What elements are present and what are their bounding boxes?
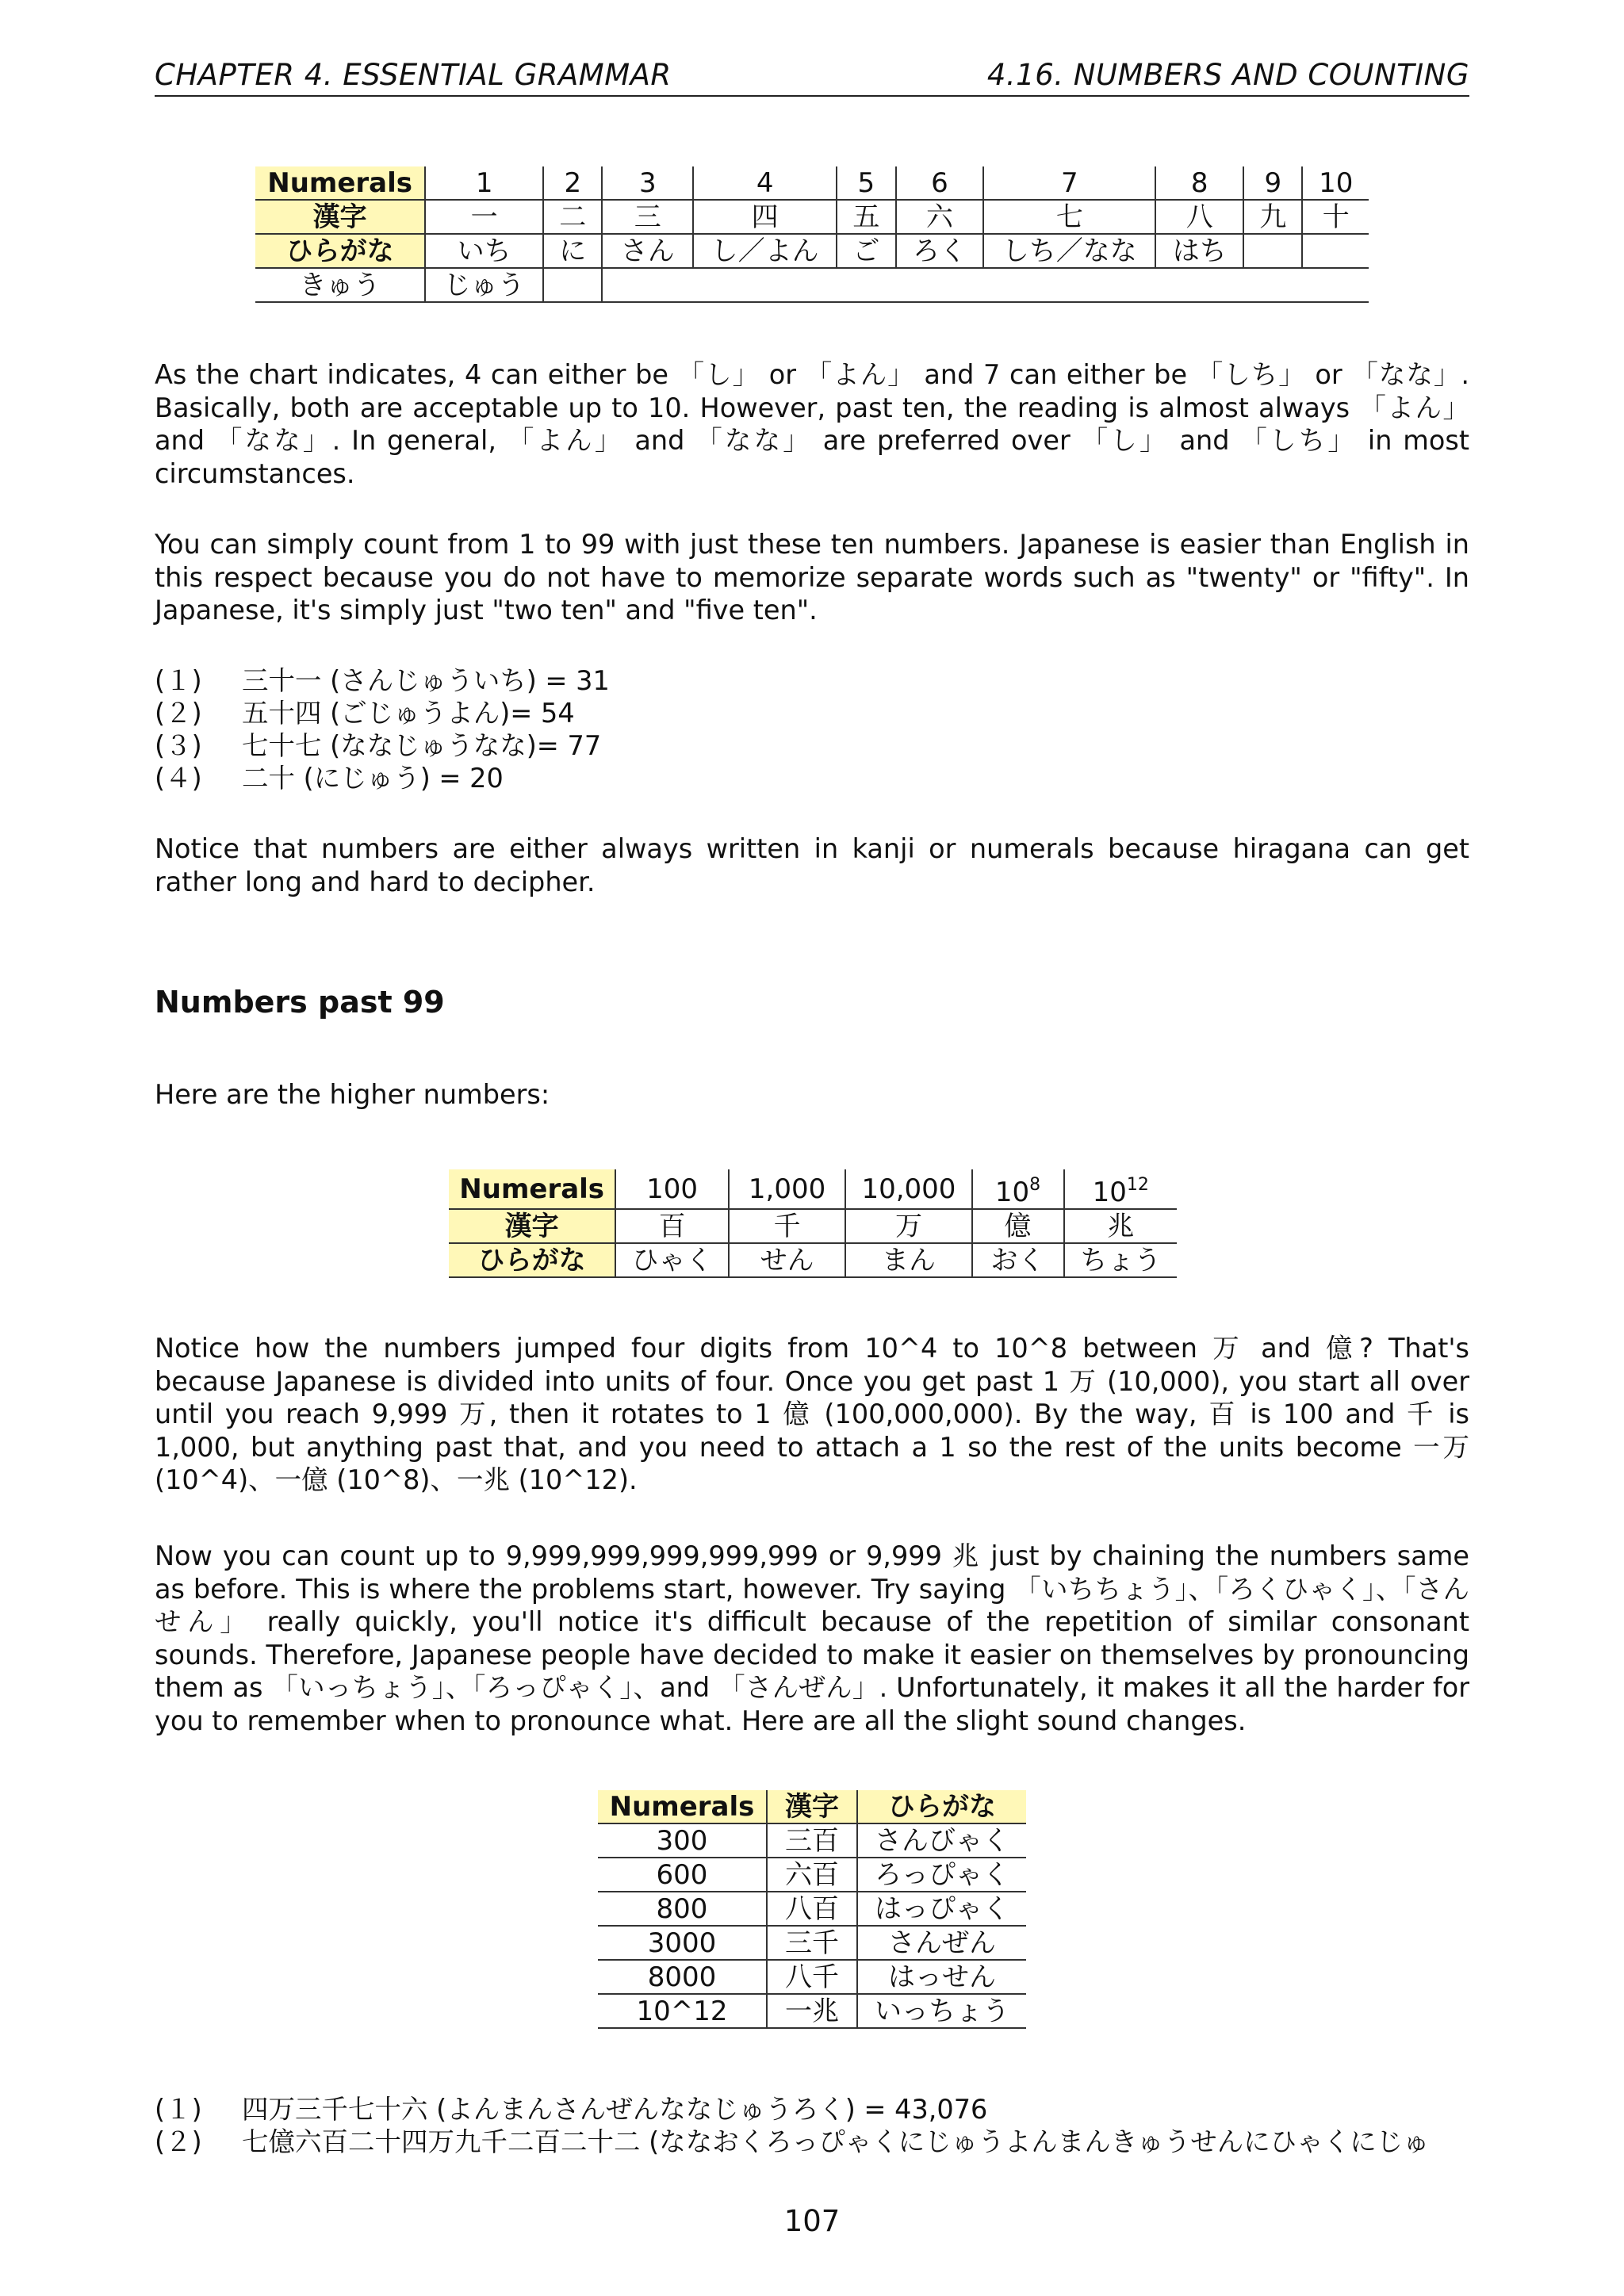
table-cell: 一 <box>425 200 543 234</box>
table-cell: 10^12 <box>598 1994 767 2028</box>
table-cell: 三百 <box>767 1823 857 1858</box>
table-cell: 4 <box>693 166 837 200</box>
table-cell: 10 <box>1302 166 1369 200</box>
table-cell: 100 <box>615 1169 729 1209</box>
table-header-cell: Numerals <box>449 1169 615 1209</box>
table-row <box>255 234 1369 268</box>
table-header-cell: ひらがな <box>857 1790 1026 1823</box>
example-text: 七十七 (ななじゅうなな)= 77 <box>242 730 602 761</box>
table-row <box>449 1243 1177 1277</box>
table-cell <box>1243 234 1302 268</box>
table-cell: はっせん <box>857 1960 1026 1994</box>
example-text: 五十四 (ごじゅうよん)= 54 <box>242 698 575 729</box>
table-cell: 8 <box>1155 166 1243 200</box>
table-cell: せん <box>729 1243 845 1277</box>
table-cell: ちょう <box>1064 1243 1178 1277</box>
table-cell: 一兆 <box>767 1994 857 2028</box>
table-cell: しち／なな <box>983 234 1155 268</box>
example-number: (３) <box>155 730 202 761</box>
table-cell: 9 <box>1243 166 1302 200</box>
table-row <box>598 1926 1026 1960</box>
table-cell: おく <box>972 1243 1064 1277</box>
table-cell: 五 <box>837 200 895 234</box>
table-cell: 6 <box>896 166 984 200</box>
table-cell: さんぜん <box>857 1926 1026 1960</box>
paragraph-intro-higher: Here are the higher numbers: <box>155 1079 550 1110</box>
table-cell: 3000 <box>598 1926 767 1960</box>
table-cell: 兆 <box>1064 1209 1178 1243</box>
table-cell: ろっぴゃく <box>857 1858 1026 1892</box>
example-item <box>155 729 1503 763</box>
table-cell: 百 <box>615 1209 729 1243</box>
table-cell: はち <box>1155 234 1243 268</box>
base-ten: 10 <box>1092 1177 1127 1208</box>
table-row <box>598 1823 1026 1858</box>
table-row <box>598 1790 1026 1823</box>
table-row <box>598 1994 1026 2028</box>
table-cell: 十 <box>1302 200 1369 234</box>
table-cell: 六 <box>896 200 984 234</box>
example-text: 四万三千七十六 (よんまんさんぜんななじゅうろく) = 43,076 <box>242 2094 988 2125</box>
chapter-title: CHAPTER 4. ESSENTIAL GRAMMAR <box>155 58 672 92</box>
table-cell: 600 <box>598 1858 767 1892</box>
section-title: Numbers past 99 <box>155 985 445 1020</box>
table-cell: いち <box>425 234 543 268</box>
example-item <box>155 664 1503 698</box>
table-row <box>255 268 1369 302</box>
table-cell: 3 <box>602 166 693 200</box>
paragraph-units-of-four: Notice how the numbers jumped four digits from 10^4 to 10^8 between 万 and 億? That's because Japanese is divided into units of four. Once you get past 1 万 (10,000), you start all over until you reach 9,999 万, then it rotates to 1 億 (100,000,000). By the way, 百 is 100 and 千 is 1,000, but anything past that, and you need to attach a 1 so the rest of the units become 一万 (10^4)、一億 (10^8)、一兆 (10^12). <box>155 1333 1469 1495</box>
table-cell: まん <box>845 1243 971 1277</box>
exponent: 8 <box>1029 1175 1041 1195</box>
numerals-table-higher <box>449 1169 1177 1278</box>
running-header <box>155 49 1469 97</box>
paragraph-readings: As the chart indicates, 4 can either be 「し」 or 「よん」 and 7 can either be 「しち」 or 「なな」. Basically, both are acceptable up to 10. However, past ten, the reading is almost always 「よん」 and 「なな」. In general, 「よん」 and 「なな」 are preferred over 「し」 and 「しち」 in most circumstances. <box>155 359 1469 489</box>
table-header-cell: 漢字 <box>767 1790 857 1823</box>
paragraph-kanji-note: Notice that numbers are either always written in kanji or numerals because hiragana can get rather long and hard to decipher. <box>155 833 1469 897</box>
table-cell: 六百 <box>767 1858 857 1892</box>
table-row <box>598 1858 1026 1892</box>
table-cell <box>1302 234 1369 268</box>
table-cell: 万 <box>845 1209 971 1243</box>
table-cell <box>602 268 1369 302</box>
table-row <box>598 1892 1026 1926</box>
table-header-cell: ひらがな <box>449 1243 615 1277</box>
table-cell: 8000 <box>598 1960 767 1994</box>
table-cell: 2 <box>543 166 602 200</box>
table-cell: 千 <box>729 1209 845 1243</box>
table-cell: ご <box>837 234 895 268</box>
table-cell: 八 <box>1155 200 1243 234</box>
table-header-cell: ひらがな <box>255 234 425 268</box>
paragraph-counting: You can simply count from 1 to 99 with just these ten numbers. Japanese is easier than English in this respect because you do not have to memorize separate words such as "twenty" or "fifty". In Japanese, it's simply just "two ten" and "five ten". <box>155 529 1469 626</box>
table-row <box>598 1960 1026 1994</box>
table-cell: じゅう <box>425 268 543 302</box>
table-cell: 7 <box>983 166 1155 200</box>
table-cell: 二 <box>543 200 602 234</box>
example-number: (２) <box>155 2126 202 2157</box>
table-header-cell: Numerals <box>255 166 425 200</box>
table-cell: 1,000 <box>729 1169 845 1209</box>
table-row <box>255 200 1369 234</box>
table-header-cell: 漢字 <box>449 1209 615 1243</box>
sound-change-table <box>598 1790 1026 2029</box>
table-cell: 八千 <box>767 1960 857 1994</box>
table-header-cell: 漢字 <box>255 200 425 234</box>
example-number: (２) <box>155 698 202 729</box>
table-row <box>449 1169 1177 1209</box>
example-text: 七億六百二十四万九千二百二十二 (ななおくろっぴゃくにじゅうよんまんきゅうせんにひゃくにじゅ <box>242 2126 1430 2157</box>
table-cell <box>972 1169 1064 1209</box>
example-item <box>155 2126 1465 2159</box>
page-number: 107 <box>783 2204 841 2238</box>
example-text: 二十 (にじゅう) = 20 <box>242 763 504 794</box>
table-cell: さんびゃく <box>857 1823 1026 1858</box>
exponent: 12 <box>1126 1175 1149 1195</box>
table-cell: し／よん <box>693 234 837 268</box>
table-cell <box>1064 1169 1178 1209</box>
base-ten: 10 <box>994 1177 1030 1208</box>
table-cell: 5 <box>837 166 895 200</box>
table-cell: 九 <box>1243 200 1302 234</box>
table-cell: 七 <box>983 200 1155 234</box>
table-cell: 300 <box>598 1823 767 1858</box>
table-cell: きゅう <box>255 268 425 302</box>
example-text: 三十一 (さんじゅういち) = 31 <box>242 665 610 696</box>
table-cell: 八百 <box>767 1892 857 1926</box>
table-cell: さん <box>602 234 693 268</box>
table-cell: はっぴゃく <box>857 1892 1026 1926</box>
table-cell: 10,000 <box>845 1169 971 1209</box>
table-cell: 三千 <box>767 1926 857 1960</box>
example-number: (１) <box>155 665 202 696</box>
table-cell: いっちょう <box>857 1994 1026 2028</box>
table-cell: に <box>543 234 602 268</box>
table-header-cell: Numerals <box>598 1790 767 1823</box>
table-cell: ひゃく <box>615 1243 729 1277</box>
table-row <box>255 166 1369 200</box>
table-cell: 三 <box>602 200 693 234</box>
table-cell: 800 <box>598 1892 767 1926</box>
table-cell <box>543 268 602 302</box>
table-row <box>449 1209 1177 1243</box>
example-number: (４) <box>155 763 202 794</box>
example-item <box>155 2093 1503 2126</box>
table-cell: 1 <box>425 166 543 200</box>
section-heading: 4.16. NUMBERS AND COUNTING <box>986 58 1469 92</box>
example-number: (１) <box>155 2094 202 2125</box>
paragraph-sound-changes: Now you can count up to 9,999,999,999,999,999 or 9,999 兆 just by chaining the numbers same as before. This is where the problems start, however. Try saying 「いちちょう」、「ろくひゃく」、「さんせん」 really quickly, you'll notice it's difficult because of the repetition of similar consonant sounds. Therefore, Japanese people have decided to make it easier on themselves by pronouncing them as 「いっちょう」、「ろっぴゃく」、and 「さんぜん」. Unfortunately, it makes it all the harder for you to remember when to pronounce what. Here are all the slight sound changes. <box>155 1540 1469 1736</box>
table-cell: 四 <box>693 200 837 234</box>
example-item <box>155 762 1503 795</box>
example-item <box>155 697 1503 730</box>
numerals-table-1-10 <box>255 166 1369 303</box>
table-cell: 億 <box>972 1209 1064 1243</box>
table-cell: ろく <box>896 234 984 268</box>
